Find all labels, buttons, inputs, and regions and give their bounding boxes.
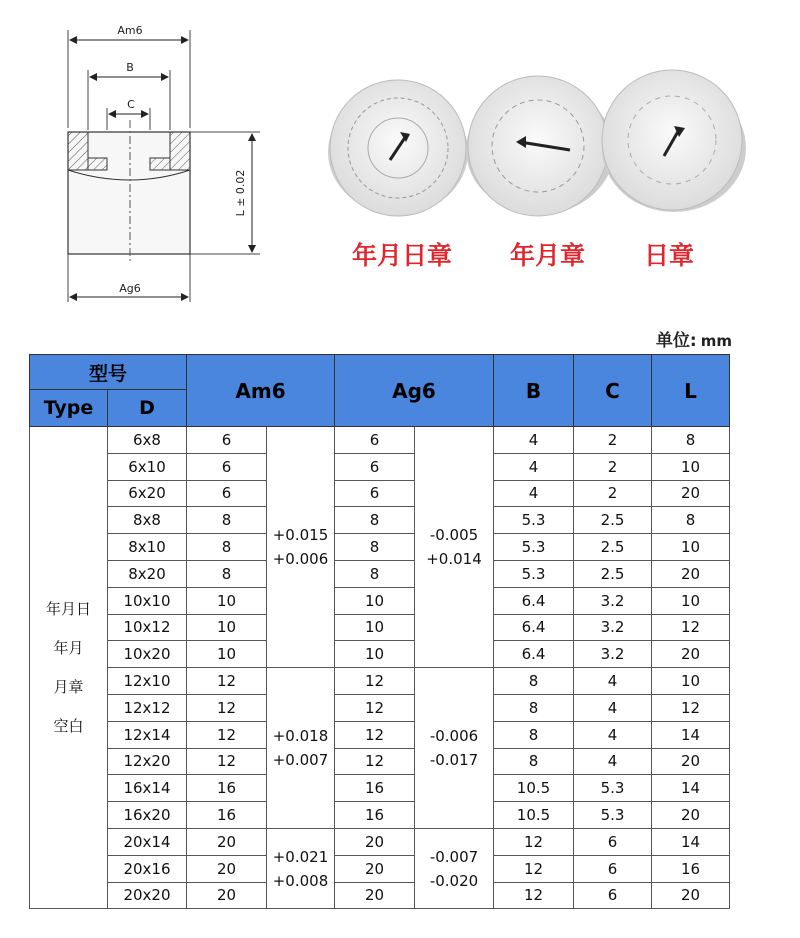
cell-am6: 6: [187, 427, 267, 454]
cell-c: 2: [574, 427, 652, 454]
cell-b: 6.4: [494, 614, 574, 641]
table-row: [30, 721, 730, 748]
cell-b: 8: [494, 668, 574, 695]
cell-am6-tolerance: [267, 427, 335, 668]
tolerance-value: -0.020: [429, 871, 479, 890]
cell-ag6: 12: [335, 748, 415, 775]
cell-am6: 12: [187, 721, 267, 748]
cell-am6: 8: [187, 534, 267, 561]
spec-table: [29, 354, 730, 909]
cell-d: 16x14: [108, 775, 187, 802]
tolerance-value: +0.015: [272, 526, 329, 545]
cell-d: 6x10: [108, 453, 187, 480]
cell-d: 12x10: [108, 668, 187, 695]
caption-ymd-stamp: 年月日章: [352, 241, 453, 270]
table-row: [30, 748, 730, 775]
cell-c: 5.3: [574, 775, 652, 802]
cell-c: 2.5: [574, 534, 652, 561]
header-d: D: [108, 390, 187, 427]
cell-b: 5.3: [494, 507, 574, 534]
cell-l: 16: [652, 855, 730, 882]
cell-am6: 12: [187, 748, 267, 775]
cell-b: 12: [494, 882, 574, 909]
technical-drawing: [0, 0, 330, 320]
tolerance-value: +0.006: [272, 550, 329, 569]
cell-c: 2.5: [574, 560, 652, 587]
dim-am6-label: Am6: [117, 24, 143, 37]
table-row: [30, 694, 730, 721]
dim-b-label: B: [126, 61, 134, 74]
cell-l: 12: [652, 614, 730, 641]
cell-ag6: 8: [335, 507, 415, 534]
stamp-d: [602, 70, 746, 212]
cell-l: 20: [652, 560, 730, 587]
cell-am6: 16: [187, 775, 267, 802]
cell-b: 8: [494, 721, 574, 748]
cell-ag6: 10: [335, 587, 415, 614]
cell-b: 10.5: [494, 775, 574, 802]
cell-b: 8: [494, 694, 574, 721]
cell-c: 3.2: [574, 587, 652, 614]
cell-d: 8x10: [108, 534, 187, 561]
table-row: [30, 855, 730, 882]
cell-c: 4: [574, 668, 652, 695]
table-row: [30, 560, 730, 587]
cell-ag6: 12: [335, 694, 415, 721]
header-type: Type: [30, 390, 108, 427]
cell-ag6: 6: [335, 480, 415, 507]
cell-d: 8x20: [108, 560, 187, 587]
table-row: [30, 882, 730, 909]
cell-b: 12: [494, 828, 574, 855]
cell-c: 2: [574, 480, 652, 507]
cell-l: 20: [652, 748, 730, 775]
unit-text: 单位:: [655, 331, 697, 351]
cell-c: 4: [574, 694, 652, 721]
cell-ag6: 16: [335, 802, 415, 829]
cell-c: 5.3: [574, 802, 652, 829]
cell-am6: 8: [187, 507, 267, 534]
cell-l: 20: [652, 802, 730, 829]
cell-b: 4: [494, 427, 574, 454]
tolerance-value: +0.021: [272, 847, 329, 866]
unit-label: [656, 326, 732, 351]
table-row: [30, 507, 730, 534]
table-row: [30, 534, 730, 561]
cell-ag6-tolerance: [415, 668, 494, 829]
cell-c: 2.5: [574, 507, 652, 534]
cell-am6: 20: [187, 855, 267, 882]
cell-ag6: 6: [335, 453, 415, 480]
cell-l: 14: [652, 828, 730, 855]
tolerance-value: +0.007: [272, 751, 329, 770]
cell-b: 5.3: [494, 534, 574, 561]
cell-d: 20x16: [108, 855, 187, 882]
type-line: 年月: [53, 638, 84, 657]
cell-l: 20: [652, 641, 730, 668]
header-model: 型号: [30, 355, 187, 390]
stamp-photos: [320, 0, 760, 230]
table-row: [30, 775, 730, 802]
cell-am6: 16: [187, 802, 267, 829]
cell-am6: 20: [187, 882, 267, 909]
cell-b: 4: [494, 480, 574, 507]
cell-am6-tolerance: [267, 668, 335, 829]
cell-c: 4: [574, 748, 652, 775]
caption-ym-stamp: 年月章: [510, 241, 586, 270]
cell-l: 12: [652, 694, 730, 721]
cell-b: 4: [494, 453, 574, 480]
cell-b: 6.4: [494, 641, 574, 668]
dim-c-label: C: [127, 98, 135, 111]
tolerance-value: -0.005: [429, 526, 479, 545]
cell-ag6: 12: [335, 721, 415, 748]
cell-d: 6x8: [108, 427, 187, 454]
dim-ag6-label: Ag6: [119, 282, 141, 295]
cell-d: 20x20: [108, 882, 187, 909]
cell-b: 6.4: [494, 587, 574, 614]
tolerance-value: +0.014: [426, 550, 482, 569]
cell-ag6: 20: [335, 855, 415, 882]
cell-ag6: 16: [335, 775, 415, 802]
cell-l: 20: [652, 480, 730, 507]
cell-ag6: 12: [335, 668, 415, 695]
cell-am6: 8: [187, 560, 267, 587]
cell-l: 14: [652, 775, 730, 802]
spec-table-body: [30, 427, 730, 909]
tolerance-value: +0.018: [272, 727, 329, 746]
type-line: 空白: [53, 716, 84, 735]
cell-l: 14: [652, 721, 730, 748]
cell-ag6-tolerance: [415, 828, 494, 908]
tolerance-value: +0.008: [272, 871, 329, 890]
table-row: [30, 453, 730, 480]
cell-b: 12: [494, 855, 574, 882]
cell-d: 6x20: [108, 480, 187, 507]
cell-d: 16x20: [108, 802, 187, 829]
header-ag6: Ag6: [335, 355, 494, 427]
cell-d: 10x20: [108, 641, 187, 668]
caption-d-stamp: 日章: [644, 241, 695, 270]
cell-l: 10: [652, 534, 730, 561]
table-row: [30, 427, 730, 454]
header-c: C: [574, 355, 652, 427]
cell-d: 12x20: [108, 748, 187, 775]
header-am6: Am6: [187, 355, 335, 427]
cell-am6: 20: [187, 828, 267, 855]
cell-c: 6: [574, 855, 652, 882]
type-cell: [30, 427, 108, 909]
table-row: [30, 802, 730, 829]
cell-ag6-tolerance: [415, 427, 494, 668]
type-line: 月章: [53, 677, 84, 696]
cell-d: 12x12: [108, 694, 187, 721]
cell-am6: 6: [187, 453, 267, 480]
cell-am6: 6: [187, 480, 267, 507]
cell-c: 4: [574, 721, 652, 748]
cell-am6: 12: [187, 694, 267, 721]
cell-l: 10: [652, 453, 730, 480]
tolerance-value: -0.017: [429, 751, 479, 770]
cell-c: 6: [574, 882, 652, 909]
cell-d: 10x12: [108, 614, 187, 641]
cell-b: 8: [494, 748, 574, 775]
cell-b: 5.3: [494, 560, 574, 587]
cell-l: 10: [652, 587, 730, 614]
table-row: [30, 641, 730, 668]
table-row: [30, 828, 730, 855]
cell-l: 20: [652, 882, 730, 909]
cell-ag6: 20: [335, 882, 415, 909]
cell-l: 8: [652, 507, 730, 534]
cell-ag6: 8: [335, 534, 415, 561]
tolerance-value: -0.006: [429, 727, 479, 746]
header-l: L: [652, 355, 730, 427]
tolerance-value: -0.007: [429, 847, 479, 866]
table-row: [30, 587, 730, 614]
cell-l: 8: [652, 427, 730, 454]
table-row: [30, 614, 730, 641]
cell-d: 8x8: [108, 507, 187, 534]
cell-b: 10.5: [494, 802, 574, 829]
cell-d: 10x10: [108, 587, 187, 614]
cell-ag6: 6: [335, 427, 415, 454]
cell-c: 3.2: [574, 641, 652, 668]
cell-am6: 12: [187, 668, 267, 695]
table-row: [30, 668, 730, 695]
unit-value: mm: [700, 332, 732, 350]
cell-am6: 10: [187, 614, 267, 641]
cell-d: 20x14: [108, 828, 187, 855]
cell-d: 12x14: [108, 721, 187, 748]
cell-am6-tolerance: [267, 828, 335, 908]
cell-am6: 10: [187, 641, 267, 668]
cell-c: 2: [574, 453, 652, 480]
cell-ag6: 10: [335, 614, 415, 641]
cell-ag6: 8: [335, 560, 415, 587]
stamp-ymd: [328, 80, 468, 216]
cell-ag6: 20: [335, 828, 415, 855]
header-b: B: [494, 355, 574, 427]
cell-am6: 10: [187, 587, 267, 614]
cell-c: 3.2: [574, 614, 652, 641]
cell-c: 6: [574, 828, 652, 855]
cell-l: 10: [652, 668, 730, 695]
table-row: [30, 480, 730, 507]
type-line: 年月日: [45, 599, 91, 618]
stamp-ym: [466, 76, 614, 216]
cell-ag6: 10: [335, 641, 415, 668]
dim-l-label: L ± 0.02: [234, 169, 247, 217]
